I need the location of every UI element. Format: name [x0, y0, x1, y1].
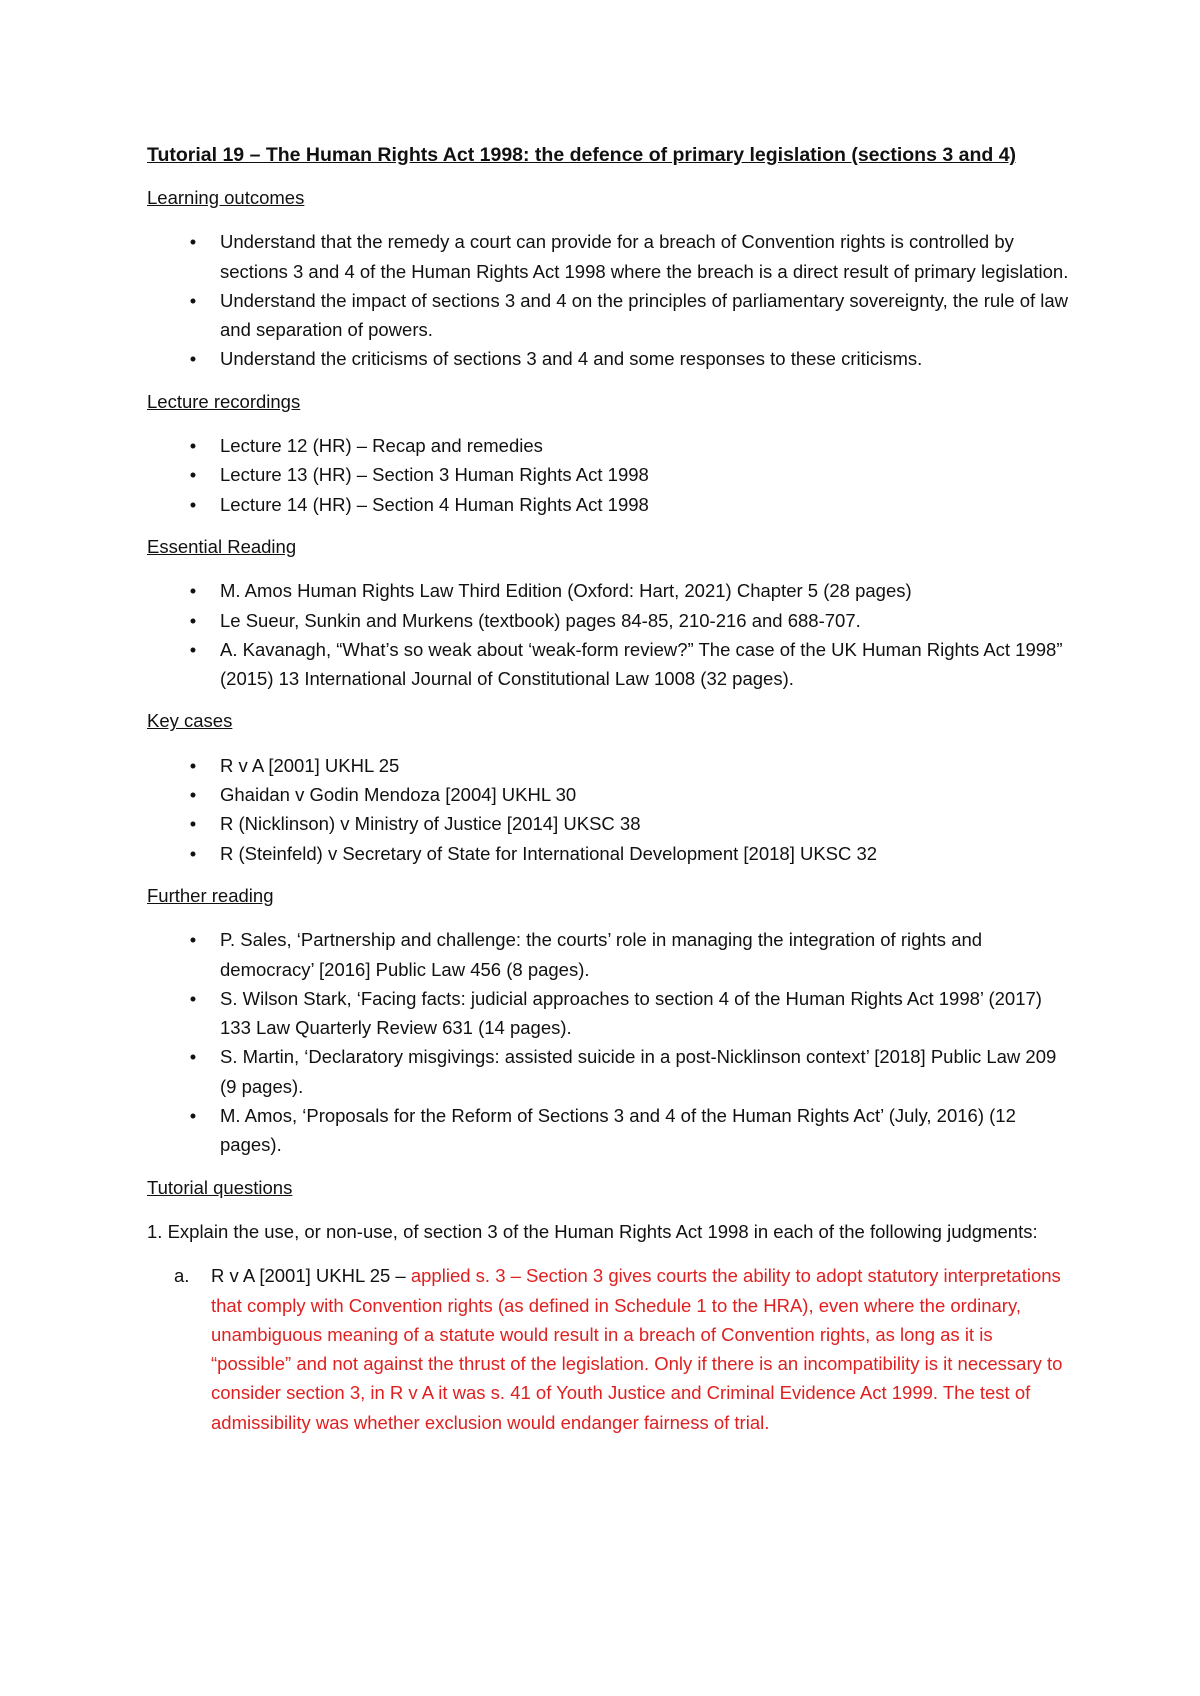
list-item — [147, 286, 1077, 345]
list-item-text: R (Steinfeld) v Secretary of State for International Development [2018] UKSC 32 — [220, 842, 878, 864]
list-item-text: S. Wilson Stark, ‘Facing facts: judicial approaches to section 4 of the Human Rights Act 1998’ (2017) 133 Law Quarterly Review 631 (14 pages). — [220, 987, 1042, 1039]
sub-item-answer: applied s. 3 – Section 3 gives courts the ability to adopt statutory interpretations that comply with Convention rights (as defined in Schedule 1 to the HRA), even where the ordinary, unambiguous meaning of a statute would result in a breach of Convention rights, as long as it is “possible” and not against the thrust of the legislation. Only if there is an incompatibility is it necessary to consider section 3, in R v A it was s. 41 of Youth Justice and Criminal Evidence Act 1999. The test of admissibility was whether exclusion would endanger fairness of trial. — [211, 1265, 1063, 1433]
essential-reading-heading: Essential Reading — [147, 535, 297, 557]
list-item-text: M. Amos, ‘Proposals for the Reform of Sections 3 and 4 of the Human Rights Act’ (July, 2016) (12 pages). — [220, 1105, 1016, 1156]
bullet-icon: • — [189, 493, 197, 515]
question-1-sub-list — [147, 1261, 1077, 1437]
bullet-icon: • — [189, 638, 197, 660]
list-item — [147, 576, 1077, 605]
lecture-recordings-heading: Lecture recordings — [147, 390, 301, 412]
list-item — [147, 780, 1077, 809]
bullet-icon: • — [189, 289, 197, 311]
learning-outcomes-list — [147, 227, 1077, 373]
list-item-text: R (Nicklinson) v Ministry of Justice [2014] UKSC 38 — [220, 813, 641, 835]
list-item — [147, 431, 1077, 460]
bullet-icon: • — [189, 754, 197, 776]
essential-reading-list — [147, 576, 1077, 693]
list-item — [147, 344, 1077, 373]
tutorial-questions-heading: Tutorial questions — [147, 1176, 293, 1198]
bullet-icon: • — [189, 435, 197, 457]
bullet-icon: • — [189, 1105, 197, 1127]
list-item-text: Lecture 12 (HR) – Recap and remedies — [220, 435, 543, 457]
further-reading-list — [147, 925, 1077, 1159]
key-cases-heading: Key cases — [147, 710, 233, 732]
further-reading-heading: Further reading — [147, 884, 274, 906]
sub-item — [147, 1261, 1077, 1437]
bullet-icon: • — [189, 813, 197, 835]
bullet-icon: • — [189, 231, 197, 253]
list-item — [147, 1042, 1077, 1101]
bullet-icon: • — [189, 784, 197, 806]
lecture-recordings-list — [147, 431, 1077, 519]
bullet-icon: • — [189, 1046, 197, 1068]
bullet-icon: • — [189, 929, 197, 951]
list-item-text: Le Sueur, Sunkin and Murkens (textbook) pages 84-85, 210-216 and 688-707. — [220, 609, 861, 631]
list-item-text: A. Kavanagh, “What’s so weak about ‘weak-form review?” The case of the UK Human Rights Act 1998” (2015) 13 International Journal of Constitutional Law 1008 (32 pages). — [220, 638, 1063, 690]
list-item-text: Understand that the remedy a court can provide for a breach of Convention rights is controlled by sections 3 and 4 of the Human Rights Act 1998 where the breach is a direct result of primary legislation. — [220, 231, 1069, 282]
key-cases-list — [147, 751, 1077, 868]
learning-outcomes-heading: Learning outcomes — [147, 187, 305, 208]
list-item-text: Ghaidan v Godin Mendoza [2004] UKHL 30 — [220, 784, 577, 806]
bullet-icon: • — [189, 987, 197, 1009]
list-item-text: Understand the criticisms of sections 3 and 4 and some responses to these criticisms. — [220, 348, 923, 370]
list-item — [147, 751, 1077, 780]
list-item-text: Lecture 14 (HR) – Section 4 Human Rights Act 1998 — [220, 493, 649, 515]
list-item-text: S. Martin, ‘Declaratory misgivings: assisted suicide in a post-Nicklinson context’ [2018] Public Law 209 (9 pages). — [220, 1046, 1057, 1097]
list-item — [147, 606, 1077, 635]
list-item-text: P. Sales, ‘Partnership and challenge: the courts’ role in managing the integration of rights and democracy’ [2016] Public Law 456 (8 pages). — [220, 929, 983, 980]
list-item — [147, 984, 1077, 1043]
sub-item-case: R v A [2001] UKHL 25 – — [211, 1265, 411, 1287]
list-item — [147, 925, 1077, 984]
list-item — [147, 809, 1077, 838]
list-item-text: M. Amos Human Rights Law Third Edition (Oxford: Hart, 2021) Chapter 5 (28 pages) — [220, 580, 912, 602]
document-page — [147, 140, 1077, 1437]
list-item — [147, 490, 1077, 519]
bullet-icon: • — [189, 609, 197, 631]
list-item-text: Lecture 13 (HR) – Section 3 Human Rights Act 1998 — [220, 464, 649, 486]
document-title: Tutorial 19 – The Human Rights Act 1998: the defence of primary legislation (sections 3 and 4) — [147, 144, 1017, 166]
sub-item-marker: a. — [174, 1265, 190, 1287]
list-item — [147, 839, 1077, 868]
question-1-text: 1. Explain the use, or non-use, of section 3 of the Human Rights Act 1998 in each of the following judgments: — [147, 1220, 1038, 1242]
list-item — [147, 460, 1077, 489]
bullet-icon: • — [189, 580, 197, 602]
list-item-text: Understand the impact of sections 3 and 4 on the principles of parliamentary sovereignty, the rule of law and separation of powers. — [220, 289, 1069, 341]
list-item — [147, 1101, 1077, 1160]
bullet-icon: • — [189, 842, 197, 864]
bullet-icon: • — [189, 464, 197, 486]
bullet-icon: • — [189, 348, 197, 370]
list-item-text: R v A [2001] UKHL 25 — [220, 754, 400, 776]
list-item — [147, 227, 1077, 286]
list-item — [147, 635, 1077, 694]
